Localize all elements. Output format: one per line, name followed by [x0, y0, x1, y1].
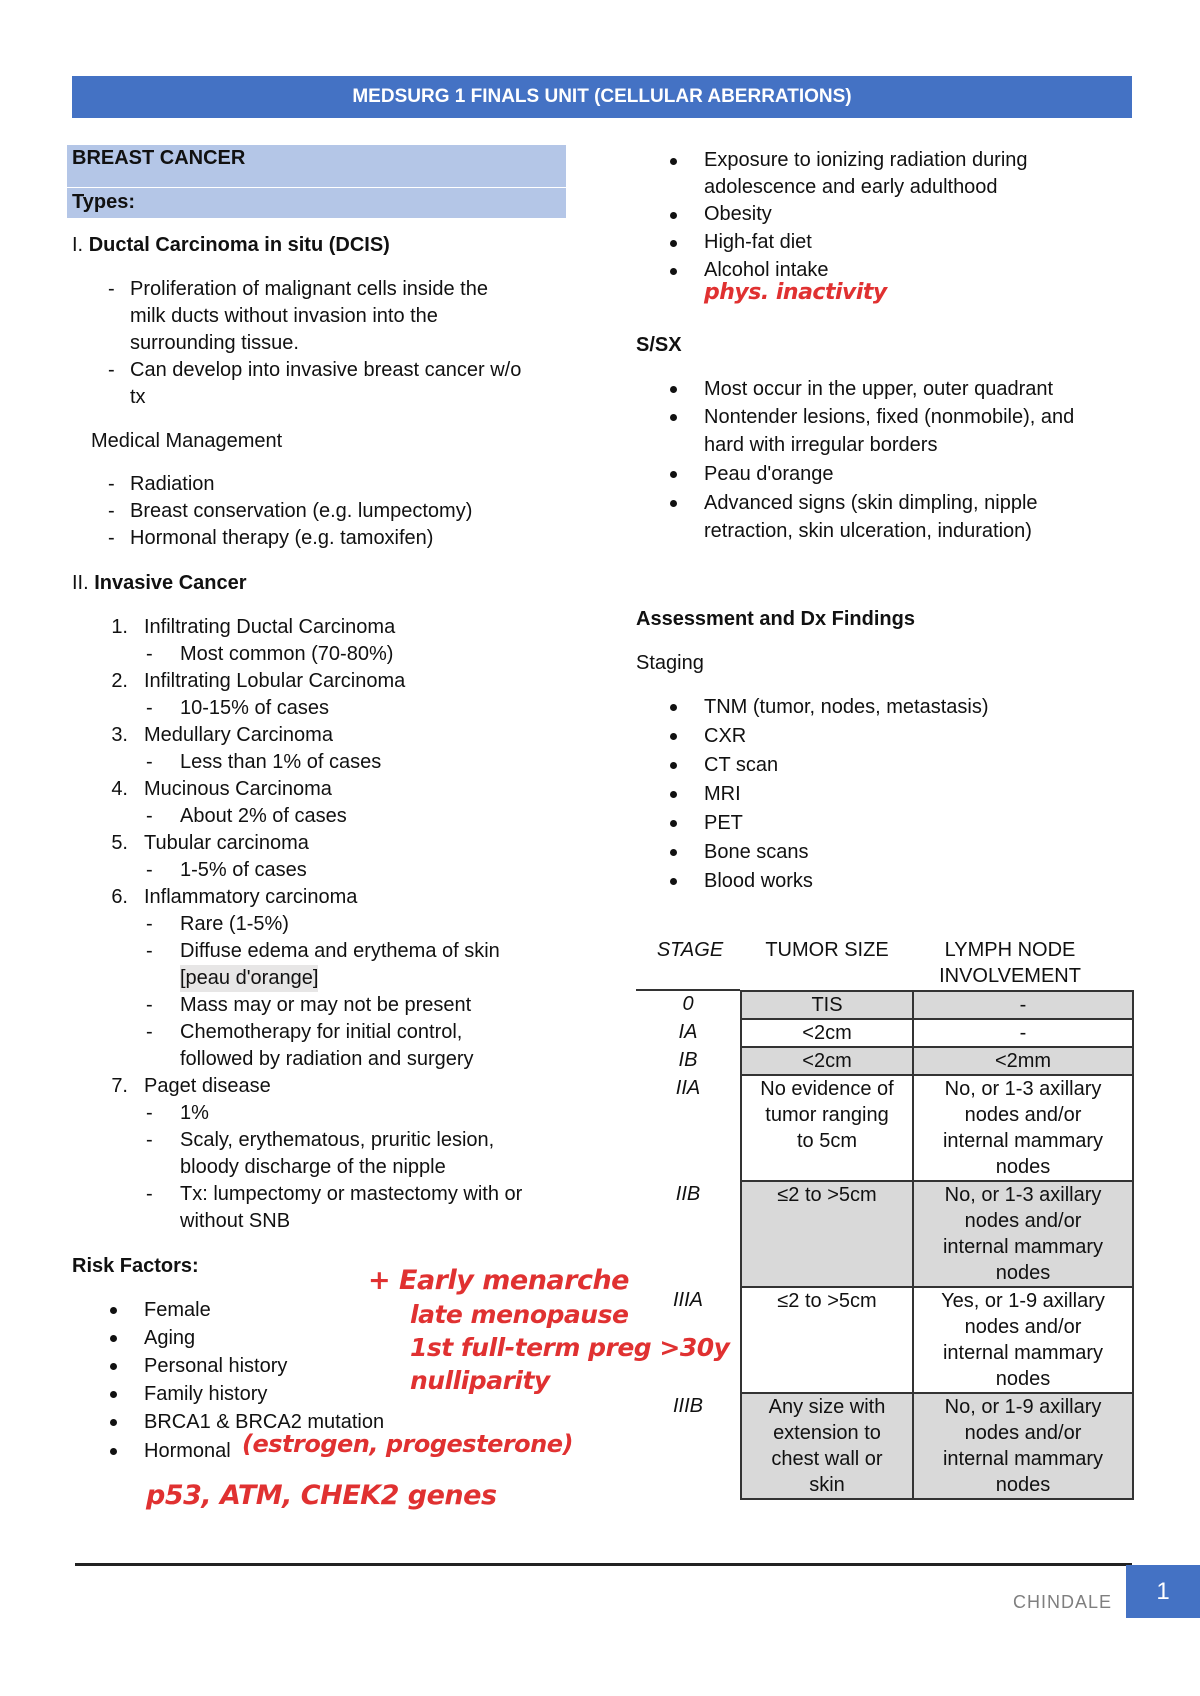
dcis-point-1-line-1: Proliferation of malignant cells inside the	[130, 278, 488, 300]
invasive-sub: followed by radiation and surgery	[180, 1048, 474, 1070]
cell-line: ≤2 to >5cm	[777, 1184, 877, 1206]
dash: -	[108, 473, 115, 495]
risk-cont-line: adolescence and early adulthood	[704, 176, 998, 198]
stage-cell: 0	[682, 993, 694, 1015]
section-title: BREAST CANCER	[72, 147, 246, 169]
mgmt-item: Radiation	[130, 473, 215, 495]
dash: -	[146, 913, 153, 935]
lymph-node-cell	[913, 991, 1133, 1019]
medical-management-label: Medical Management	[91, 430, 283, 452]
tumor-size-cell	[741, 1393, 913, 1499]
invasive-title: Invasive Cancer	[94, 572, 247, 594]
cell-line: <2cm	[802, 1022, 852, 1044]
mgmt-item: Hormonal therapy (e.g. tamoxifen)	[130, 527, 434, 549]
dash: -	[146, 1129, 153, 1151]
invasive-type: Infiltrating Lobular Carcinoma	[144, 670, 406, 692]
staging-item: MRI	[704, 783, 741, 805]
stage-cell: IIB	[675, 1183, 701, 1205]
invasive-sub: Diffuse edema and erythema of skin	[180, 940, 500, 962]
stage-cell: IIIA	[672, 1289, 703, 1311]
invasive-sub: Most common (70-80%)	[180, 643, 394, 665]
cell-line: extension to	[773, 1422, 881, 1444]
cell-line: nodes and/or	[964, 1104, 1082, 1126]
dash: -	[108, 278, 115, 300]
invasive-sub: bloody discharge of the nipple	[180, 1156, 446, 1178]
dcis-point-2-line-1: Can develop into invasive breast cancer w/o	[130, 359, 522, 381]
handwritten-nulliparity: nulliparity	[410, 1366, 550, 1395]
ssx-line: Most occur in the upper, outer quadrant	[704, 378, 1054, 400]
dash: -	[146, 1183, 153, 1205]
dcis-point-1-line-3: surrounding tissue.	[130, 332, 299, 354]
invasive-type: Inflammatory carcinoma	[144, 886, 358, 908]
invasive-sub: Rare (1-5%)	[180, 913, 289, 935]
bullet	[110, 1448, 117, 1455]
assessment-label: Assessment and Dx Findings	[636, 608, 915, 630]
invasive-type: Tubular carcinoma	[144, 832, 309, 854]
tumor-size-cell	[741, 1047, 913, 1075]
ssx-label: S/SX	[636, 334, 682, 356]
cell-line: No, or 1-3 axillary	[944, 1184, 1102, 1206]
bullet	[670, 268, 677, 275]
invasive-sub: Mass may or may not be present	[180, 994, 472, 1016]
invasive-sub: 1%	[180, 1102, 209, 1124]
lymph-node-cell	[913, 1075, 1133, 1181]
dash: -	[108, 500, 115, 522]
table-header-stage: STAGE	[656, 939, 724, 961]
table-row	[636, 1287, 1133, 1393]
risk-cont-line: Obesity	[704, 203, 772, 225]
ssx-line: hard with irregular borders	[704, 434, 938, 456]
cell-line: No, or 1-9 axillary	[944, 1396, 1102, 1418]
handwritten-hormones: (estrogen, progesterone)	[242, 1430, 573, 1458]
risk-cont-line: Alcohol intake	[704, 259, 829, 281]
types-label: Types:	[72, 191, 135, 213]
tumor-size-cell	[741, 1019, 913, 1047]
cell-line: <2mm	[994, 1050, 1052, 1072]
invasive-sub: without SNB	[180, 1210, 291, 1232]
cell-line: nodes	[995, 1474, 1051, 1496]
bullet	[110, 1363, 117, 1370]
dcis-title: Ductal Carcinoma in situ (DCIS)	[88, 234, 390, 256]
cell-line: internal mammary	[942, 1130, 1104, 1152]
staging-item: CT scan	[704, 754, 779, 776]
list-number: 6.	[111, 886, 128, 908]
footer-rule	[75, 1563, 1132, 1566]
risk-cont-line: High-fat diet	[704, 231, 812, 253]
bullet	[670, 704, 677, 711]
ssx-line: Peau d'orange	[704, 463, 834, 485]
cell-line: nodes	[995, 1368, 1051, 1390]
cell-line: TIS	[811, 994, 843, 1016]
invasive-type: Medullary Carcinoma	[144, 724, 333, 746]
bullet	[670, 212, 677, 219]
bullet	[110, 1419, 117, 1426]
tumor-size-cell	[741, 1287, 913, 1393]
risk-factors-label: Risk Factors:	[72, 1255, 199, 1277]
cell-line: chest wall or	[771, 1448, 883, 1470]
tumor-size-cell	[741, 1075, 913, 1181]
types-bar	[67, 188, 566, 218]
cell-line: to 5cm	[796, 1130, 858, 1152]
bullet	[670, 791, 677, 798]
page-header-banner	[72, 76, 1132, 118]
list-number: 2.	[111, 670, 128, 692]
dash: -	[146, 1021, 153, 1043]
risk-item: Aging	[144, 1327, 196, 1349]
cell-line: tumor ranging	[765, 1104, 889, 1126]
page-title: MEDSURG 1 FINALS UNIT (CELLULAR ABERRATIONS)	[352, 86, 852, 107]
table-header-lymph-node: LYMPH NODE INVOLVEMENT	[939, 939, 1081, 987]
cell-line: nodes	[995, 1156, 1051, 1178]
handwritten-first-preg: 1st full-term preg >30y	[410, 1333, 730, 1362]
cell-line: internal mammary	[942, 1342, 1104, 1364]
invasive-sub: 10-15% of cases	[180, 697, 329, 719]
staging-item: Blood works	[704, 870, 813, 892]
dcis-roman: I.	[72, 234, 84, 256]
page-number: 1	[1156, 1577, 1170, 1605]
dash: -	[146, 859, 153, 881]
cell-line: nodes and/or	[964, 1422, 1082, 1444]
risk-item: Personal history	[144, 1355, 288, 1377]
invasive-heading	[72, 570, 247, 597]
invasive-roman: II.	[72, 572, 89, 594]
risk-item: BRCA1 & BRCA2 mutation	[144, 1411, 385, 1433]
lymph-node-cell	[913, 1019, 1133, 1047]
dash: -	[108, 359, 115, 381]
invasive-sub: About 2% of cases	[180, 805, 347, 827]
list-number: 3.	[111, 724, 128, 746]
stage-cell: IA	[678, 1021, 698, 1043]
staging-label: Staging	[636, 652, 704, 674]
invasive-type: Paget disease	[144, 1075, 271, 1097]
handwritten-phys-inactivity: phys. inactivity	[704, 280, 887, 305]
handwritten-genes: p53, ATM, CHEK2 genes	[146, 1480, 497, 1511]
page-number-box	[1126, 1565, 1200, 1618]
list-number: 4.	[111, 778, 128, 800]
invasive-sub: Scaly, erythematous, pruritic lesion,	[180, 1129, 495, 1151]
bullet	[670, 240, 677, 247]
risk-item: Family history	[144, 1383, 268, 1405]
bullet	[110, 1307, 117, 1314]
lymph-node-cell	[913, 1181, 1133, 1287]
bullet	[110, 1335, 117, 1342]
dcis-point-1-line-2: milk ducts without invasion into the	[130, 305, 438, 327]
invasive-type: Mucinous Carcinoma	[144, 778, 332, 800]
staging-item: Bone scans	[704, 841, 809, 863]
dash: -	[146, 751, 153, 773]
cell-line: -	[1019, 1022, 1027, 1044]
cell-line: No evidence of	[760, 1078, 894, 1100]
cell-line: nodes and/or	[964, 1210, 1082, 1232]
table-row	[636, 1047, 1133, 1075]
lymph-node-cell	[913, 1047, 1133, 1075]
table-header-tumor-size: TUMOR SIZE	[765, 939, 889, 961]
ssx-line: Advanced signs (skin dimpling, nipple	[704, 492, 1038, 514]
cell-line: Yes, or 1-9 axillary	[941, 1290, 1105, 1312]
dash: -	[146, 940, 153, 962]
cell-line: Any size with	[768, 1396, 886, 1418]
cell-line: <2cm	[802, 1050, 852, 1072]
bullet	[110, 1391, 117, 1398]
bullet	[670, 386, 677, 393]
risk-cont-line: Exposure to ionizing radiation during	[704, 149, 1028, 171]
table-row	[636, 1019, 1133, 1047]
invasive-sub-highlight: [peau d'orange]	[180, 965, 318, 992]
bullet	[670, 849, 677, 856]
bullet	[670, 820, 677, 827]
cell-line: -	[1019, 994, 1027, 1016]
invasive-sub: Tx: lumpectomy or mastectomy with or	[180, 1183, 523, 1205]
dash: -	[146, 805, 153, 827]
handwritten-late-menopause: late menopause	[410, 1300, 629, 1329]
footer-author: CHINDALE	[1013, 1592, 1113, 1612]
dash: -	[146, 697, 153, 719]
dash: -	[146, 1102, 153, 1124]
table-row	[636, 1181, 1133, 1287]
cell-line: nodes	[995, 1262, 1051, 1284]
table-row	[636, 1075, 1133, 1181]
table-row	[636, 991, 1133, 1019]
bullet	[670, 878, 677, 885]
tumor-size-cell	[741, 991, 913, 1019]
cell-line: ≤2 to >5cm	[777, 1290, 877, 1312]
invasive-type: Infiltrating Ductal Carcinoma	[144, 616, 396, 638]
risk-item: Female	[144, 1299, 211, 1321]
bullet	[670, 500, 677, 507]
dcis-heading	[72, 232, 390, 259]
table-row	[636, 1393, 1133, 1499]
bullet	[670, 733, 677, 740]
stage-cell: IIA	[675, 1077, 701, 1099]
bullet	[670, 471, 677, 478]
cell-line: skin	[809, 1474, 845, 1496]
dcis-point-2-line-2: tx	[130, 386, 146, 408]
staging-table	[636, 990, 1134, 1500]
risk-item: Hormonal	[144, 1440, 231, 1462]
cell-line: nodes and/or	[964, 1316, 1082, 1338]
cell-line: internal mammary	[942, 1236, 1104, 1258]
ssx-line: Nontender lesions, fixed (nonmobile), and	[704, 406, 1075, 428]
list-number: 5.	[111, 832, 128, 854]
invasive-sub: Less than 1% of cases	[180, 751, 382, 773]
lymph-node-cell	[913, 1287, 1133, 1393]
ssx-line: retraction, skin ulceration, induration)	[704, 520, 1032, 542]
staging-item: CXR	[704, 725, 747, 747]
lymph-node-cell	[913, 1393, 1133, 1499]
invasive-sub: Chemotherapy for initial control,	[180, 1021, 463, 1043]
stage-cell: IIIB	[672, 1395, 703, 1417]
bullet	[670, 158, 677, 165]
stage-cell: IB	[678, 1049, 698, 1071]
bullet	[670, 414, 677, 421]
dash: -	[146, 643, 153, 665]
staging-item: PET	[704, 812, 743, 834]
dash: -	[146, 994, 153, 1016]
cell-line: internal mammary	[942, 1448, 1104, 1470]
staging-item: TNM (tumor, nodes, metastasis)	[704, 696, 989, 718]
cell-line: No, or 1-3 axillary	[944, 1078, 1102, 1100]
invasive-sub: 1-5% of cases	[180, 859, 307, 881]
bullet	[670, 762, 677, 769]
mgmt-item: Breast conservation (e.g. lumpectomy)	[130, 500, 473, 522]
list-number: 7.	[111, 1075, 128, 1097]
list-number: 1.	[111, 616, 128, 638]
handwritten-early-menarche: + Early menarche	[368, 1265, 629, 1296]
tumor-size-cell	[741, 1181, 913, 1287]
dash: -	[108, 527, 115, 549]
